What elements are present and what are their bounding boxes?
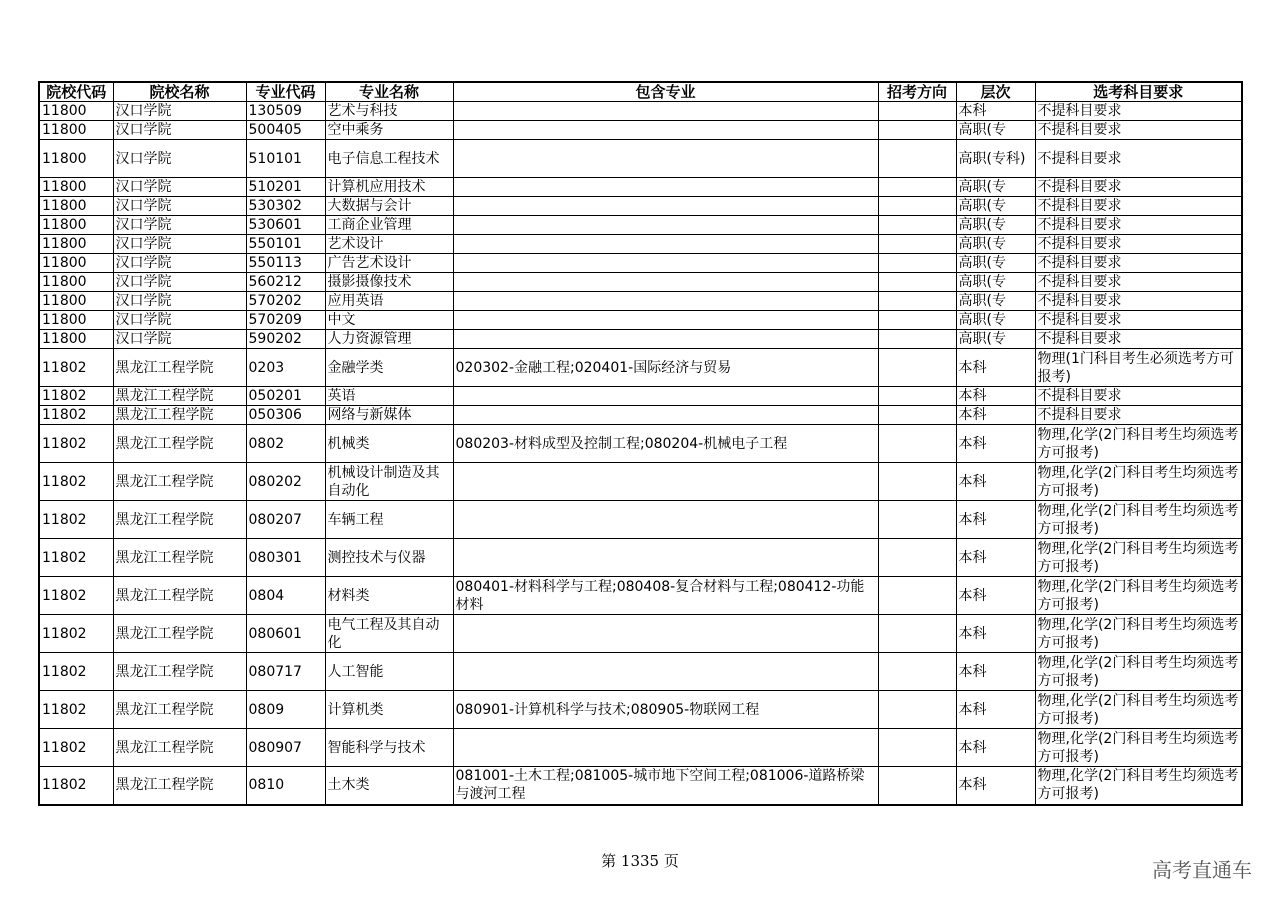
cell-major-code: 0802 [246, 425, 325, 463]
header-level: 层次 [956, 82, 1035, 102]
cell-major-code: 080907 [246, 729, 325, 767]
cell-major-name: 材料类 [325, 577, 453, 615]
cell-subject-requirement: 物理,化学(2门科目考生均须选考方可报考) [1035, 767, 1242, 805]
table-row [39, 615, 1242, 653]
cell-major-name: 车辆工程 [325, 501, 453, 539]
cell-school-name: 汉口学院 [113, 254, 246, 273]
cell-direction [878, 615, 956, 653]
cell-major-name: 工商企业管理 [325, 216, 453, 235]
table-body [39, 102, 1242, 805]
cell-school-name: 黑龙江工程学院 [113, 767, 246, 805]
cell-major-code: 050306 [246, 406, 325, 425]
cell-level: 高职(专 [956, 273, 1035, 292]
cell-level: 高职(专 [956, 292, 1035, 311]
cell-school-name: 黑龙江工程学院 [113, 387, 246, 406]
cell-included-majors [453, 311, 878, 330]
cell-direction [878, 387, 956, 406]
table-row [39, 311, 1242, 330]
cell-school-code: 11802 [39, 387, 113, 406]
cell-level: 本科 [956, 577, 1035, 615]
cell-direction [878, 406, 956, 425]
cell-major-name: 艺术与科技 [325, 102, 453, 121]
cell-major-code: 080202 [246, 463, 325, 501]
table-row [39, 235, 1242, 254]
cell-school-name: 汉口学院 [113, 330, 246, 349]
cell-major-name: 广告艺术设计 [325, 254, 453, 273]
cell-school-name: 黑龙江工程学院 [113, 539, 246, 577]
cell-major-code: 130509 [246, 102, 325, 121]
cell-school-name: 黑龙江工程学院 [113, 653, 246, 691]
cell-school-code: 11800 [39, 178, 113, 197]
cell-subject-requirement: 不提科目要求 [1035, 102, 1242, 121]
cell-subject-requirement: 物理,化学(2门科目考生均须选考方可报考) [1035, 539, 1242, 577]
cell-included-majors [453, 653, 878, 691]
cell-included-majors: 081001-土木工程;081005-城市地下空间工程;081006-道路桥梁与渡河工程 [453, 767, 878, 805]
cell-included-majors [453, 216, 878, 235]
cell-included-majors [453, 197, 878, 216]
cell-subject-requirement: 物理,化学(2门科目考生均须选考方可报考) [1035, 653, 1242, 691]
cell-level: 本科 [956, 729, 1035, 767]
cell-school-code: 11802 [39, 406, 113, 425]
cell-subject-requirement: 不提科目要求 [1035, 216, 1242, 235]
cell-subject-requirement: 物理,化学(2门科目考生均须选考方可报考) [1035, 425, 1242, 463]
cell-major-code: 550113 [246, 254, 325, 273]
cell-school-code: 11802 [39, 577, 113, 615]
cell-major-code: 080301 [246, 539, 325, 577]
cell-subject-requirement: 不提科目要求 [1035, 387, 1242, 406]
cell-direction [878, 140, 956, 178]
table-row [39, 349, 1242, 387]
cell-school-code: 11800 [39, 102, 113, 121]
table-row [39, 330, 1242, 349]
cell-school-code: 11802 [39, 463, 113, 501]
cell-major-name: 中文 [325, 311, 453, 330]
cell-major-name: 网络与新媒体 [325, 406, 453, 425]
cell-school-name: 黑龙江工程学院 [113, 691, 246, 729]
cell-included-majors: 080401-材料科学与工程;080408-复合材料与工程;080412-功能材料 [453, 577, 878, 615]
cell-included-majors [453, 330, 878, 349]
cell-school-code: 11802 [39, 349, 113, 387]
cell-school-code: 11800 [39, 273, 113, 292]
cell-major-code: 500405 [246, 121, 325, 140]
table-row [39, 653, 1242, 691]
table-row [39, 539, 1242, 577]
cell-major-code: 510201 [246, 178, 325, 197]
table-row [39, 216, 1242, 235]
cell-major-code: 560212 [246, 273, 325, 292]
cell-school-name: 黑龙江工程学院 [113, 349, 246, 387]
table-row [39, 387, 1242, 406]
table-row [39, 406, 1242, 425]
cell-subject-requirement: 物理,化学(2门科目考生均须选考方可报考) [1035, 615, 1242, 653]
header-school-name: 院校名称 [113, 82, 246, 102]
cell-direction [878, 311, 956, 330]
table-row [39, 501, 1242, 539]
cell-direction [878, 729, 956, 767]
cell-level: 本科 [956, 406, 1035, 425]
header-direction: 招考方向 [878, 82, 956, 102]
cell-direction [878, 767, 956, 805]
cell-major-name: 英语 [325, 387, 453, 406]
cell-school-name: 汉口学院 [113, 292, 246, 311]
table-row [39, 577, 1242, 615]
cell-included-majors [453, 102, 878, 121]
admissions-table [38, 81, 1243, 806]
cell-included-majors: 020302-金融工程;020401-国际经济与贸易 [453, 349, 878, 387]
cell-direction [878, 330, 956, 349]
cell-school-code: 11800 [39, 254, 113, 273]
cell-subject-requirement: 不提科目要求 [1035, 273, 1242, 292]
cell-direction [878, 349, 956, 387]
cell-major-name: 计算机类 [325, 691, 453, 729]
cell-major-name: 摄影摄像技术 [325, 273, 453, 292]
cell-major-name: 测控技术与仪器 [325, 539, 453, 577]
header-major-name: 专业名称 [325, 82, 453, 102]
cell-major-code: 530601 [246, 216, 325, 235]
cell-school-code: 11802 [39, 501, 113, 539]
cell-included-majors [453, 140, 878, 178]
table-header-row [39, 82, 1242, 102]
cell-major-code: 080717 [246, 653, 325, 691]
cell-direction [878, 273, 956, 292]
cell-subject-requirement: 不提科目要求 [1035, 121, 1242, 140]
cell-subject-requirement: 不提科目要求 [1035, 292, 1242, 311]
cell-school-code: 11802 [39, 653, 113, 691]
table-row [39, 102, 1242, 121]
cell-subject-requirement: 物理(1门科目考生必须选考方可报考) [1035, 349, 1242, 387]
cell-school-code: 11800 [39, 311, 113, 330]
cell-major-name: 空中乘务 [325, 121, 453, 140]
cell-subject-requirement: 物理,化学(2门科目考生均须选考方可报考) [1035, 691, 1242, 729]
cell-level: 本科 [956, 102, 1035, 121]
cell-included-majors [453, 273, 878, 292]
cell-major-code: 510101 [246, 140, 325, 178]
cell-major-name: 机械类 [325, 425, 453, 463]
cell-included-majors [453, 463, 878, 501]
cell-school-name: 黑龙江工程学院 [113, 577, 246, 615]
cell-included-majors: 080901-计算机科学与技术;080905-物联网工程 [453, 691, 878, 729]
cell-direction [878, 463, 956, 501]
cell-subject-requirement: 不提科目要求 [1035, 330, 1242, 349]
cell-subject-requirement: 不提科目要求 [1035, 235, 1242, 254]
header-included-majors: 包含专业 [453, 82, 878, 102]
cell-school-code: 11802 [39, 539, 113, 577]
cell-major-code: 530302 [246, 197, 325, 216]
cell-major-name: 计算机应用技术 [325, 178, 453, 197]
cell-level: 本科 [956, 349, 1035, 387]
cell-included-majors [453, 615, 878, 653]
table-row [39, 463, 1242, 501]
cell-direction [878, 178, 956, 197]
table-row [39, 729, 1242, 767]
cell-subject-requirement: 物理,化学(2门科目考生均须选考方可报考) [1035, 729, 1242, 767]
cell-included-majors [453, 121, 878, 140]
cell-major-name: 金融学类 [325, 349, 453, 387]
cell-subject-requirement: 不提科目要求 [1035, 254, 1242, 273]
cell-level: 本科 [956, 539, 1035, 577]
cell-school-code: 11800 [39, 216, 113, 235]
cell-level: 本科 [956, 425, 1035, 463]
cell-level: 本科 [956, 387, 1035, 406]
cell-school-name: 汉口学院 [113, 197, 246, 216]
cell-school-name: 汉口学院 [113, 235, 246, 254]
cell-direction [878, 121, 956, 140]
cell-school-code: 11802 [39, 767, 113, 805]
cell-major-code: 050201 [246, 387, 325, 406]
cell-level: 高职(专 [956, 121, 1035, 140]
cell-major-code: 570209 [246, 311, 325, 330]
cell-major-code: 550101 [246, 235, 325, 254]
cell-major-code: 590202 [246, 330, 325, 349]
cell-major-name: 机械设计制造及其自动化 [325, 463, 453, 501]
cell-included-majors [453, 235, 878, 254]
cell-school-name: 黑龙江工程学院 [113, 463, 246, 501]
cell-direction [878, 691, 956, 729]
cell-level: 本科 [956, 653, 1035, 691]
cell-school-name: 汉口学院 [113, 121, 246, 140]
cell-major-name: 人力资源管理 [325, 330, 453, 349]
cell-major-name: 大数据与会计 [325, 197, 453, 216]
cell-level: 本科 [956, 767, 1035, 805]
cell-level: 高职(专 [956, 235, 1035, 254]
header-school-code: 院校代码 [39, 82, 113, 102]
watermark-text: 高考直通车 [1152, 858, 1252, 882]
cell-level: 高职(专 [956, 216, 1035, 235]
cell-subject-requirement: 不提科目要求 [1035, 406, 1242, 425]
cell-direction [878, 501, 956, 539]
cell-major-name: 土木类 [325, 767, 453, 805]
cell-major-name: 艺术设计 [325, 235, 453, 254]
cell-included-majors: 080203-材料成型及控制工程;080204-机械电子工程 [453, 425, 878, 463]
table-row [39, 121, 1242, 140]
cell-level: 高职(专科) [956, 140, 1035, 178]
cell-major-code: 0809 [246, 691, 325, 729]
cell-subject-requirement: 不提科目要求 [1035, 140, 1242, 178]
cell-major-code: 0203 [246, 349, 325, 387]
table-row [39, 691, 1242, 729]
cell-school-code: 11802 [39, 615, 113, 653]
cell-direction [878, 653, 956, 691]
cell-school-name: 黑龙江工程学院 [113, 501, 246, 539]
cell-major-name: 电子信息工程技术 [325, 140, 453, 178]
cell-major-name: 电气工程及其自动化 [325, 615, 453, 653]
cell-level: 高职(专 [956, 330, 1035, 349]
cell-school-code: 11800 [39, 140, 113, 178]
cell-included-majors [453, 501, 878, 539]
cell-direction [878, 254, 956, 273]
cell-included-majors [453, 178, 878, 197]
cell-school-code: 11802 [39, 729, 113, 767]
cell-included-majors [453, 539, 878, 577]
cell-direction [878, 197, 956, 216]
cell-subject-requirement: 不提科目要求 [1035, 311, 1242, 330]
page-number: 第 1335 页 [601, 852, 679, 870]
cell-subject-requirement: 不提科目要求 [1035, 197, 1242, 216]
header-subject-requirement: 选考科目要求 [1035, 82, 1242, 102]
table-row [39, 292, 1242, 311]
cell-school-code: 11802 [39, 691, 113, 729]
cell-school-name: 汉口学院 [113, 216, 246, 235]
cell-direction [878, 292, 956, 311]
cell-direction [878, 577, 956, 615]
cell-level: 高职(专 [956, 254, 1035, 273]
cell-school-code: 11800 [39, 330, 113, 349]
header-major-code: 专业代码 [246, 82, 325, 102]
cell-major-name: 智能科学与技术 [325, 729, 453, 767]
cell-school-name: 汉口学院 [113, 140, 246, 178]
cell-school-name: 汉口学院 [113, 178, 246, 197]
cell-level: 本科 [956, 691, 1035, 729]
cell-major-name: 应用英语 [325, 292, 453, 311]
cell-level: 本科 [956, 615, 1035, 653]
cell-included-majors [453, 406, 878, 425]
cell-subject-requirement: 不提科目要求 [1035, 178, 1242, 197]
table-row [39, 273, 1242, 292]
cell-direction [878, 216, 956, 235]
cell-major-code: 0804 [246, 577, 325, 615]
cell-direction [878, 425, 956, 463]
cell-major-code: 0810 [246, 767, 325, 805]
cell-school-code: 11800 [39, 292, 113, 311]
cell-school-name: 汉口学院 [113, 102, 246, 121]
table-row [39, 197, 1242, 216]
cell-major-code: 570202 [246, 292, 325, 311]
table-row [39, 178, 1242, 197]
table-row [39, 254, 1242, 273]
cell-school-name: 黑龙江工程学院 [113, 425, 246, 463]
cell-included-majors [453, 254, 878, 273]
cell-subject-requirement: 物理,化学(2门科目考生均须选考方可报考) [1035, 577, 1242, 615]
cell-school-name: 黑龙江工程学院 [113, 615, 246, 653]
cell-school-code: 11800 [39, 121, 113, 140]
cell-major-code: 080207 [246, 501, 325, 539]
cell-level: 高职(专 [956, 178, 1035, 197]
cell-school-name: 黑龙江工程学院 [113, 406, 246, 425]
cell-school-code: 11800 [39, 235, 113, 254]
cell-school-name: 汉口学院 [113, 273, 246, 292]
cell-level: 本科 [956, 501, 1035, 539]
cell-school-name: 黑龙江工程学院 [113, 729, 246, 767]
cell-included-majors [453, 292, 878, 311]
cell-major-name: 人工智能 [325, 653, 453, 691]
cell-school-code: 11800 [39, 197, 113, 216]
cell-subject-requirement: 物理,化学(2门科目考生均须选考方可报考) [1035, 463, 1242, 501]
cell-direction [878, 235, 956, 254]
cell-school-code: 11802 [39, 425, 113, 463]
table-row [39, 767, 1242, 805]
cell-level: 本科 [956, 463, 1035, 501]
cell-included-majors [453, 729, 878, 767]
cell-direction [878, 102, 956, 121]
table-row [39, 140, 1242, 178]
table-row [39, 425, 1242, 463]
cell-level: 高职(专 [956, 311, 1035, 330]
cell-subject-requirement: 物理,化学(2门科目考生均须选考方可报考) [1035, 501, 1242, 539]
cell-included-majors [453, 387, 878, 406]
cell-level: 高职(专 [956, 197, 1035, 216]
cell-major-code: 080601 [246, 615, 325, 653]
cell-direction [878, 539, 956, 577]
cell-school-name: 汉口学院 [113, 311, 246, 330]
